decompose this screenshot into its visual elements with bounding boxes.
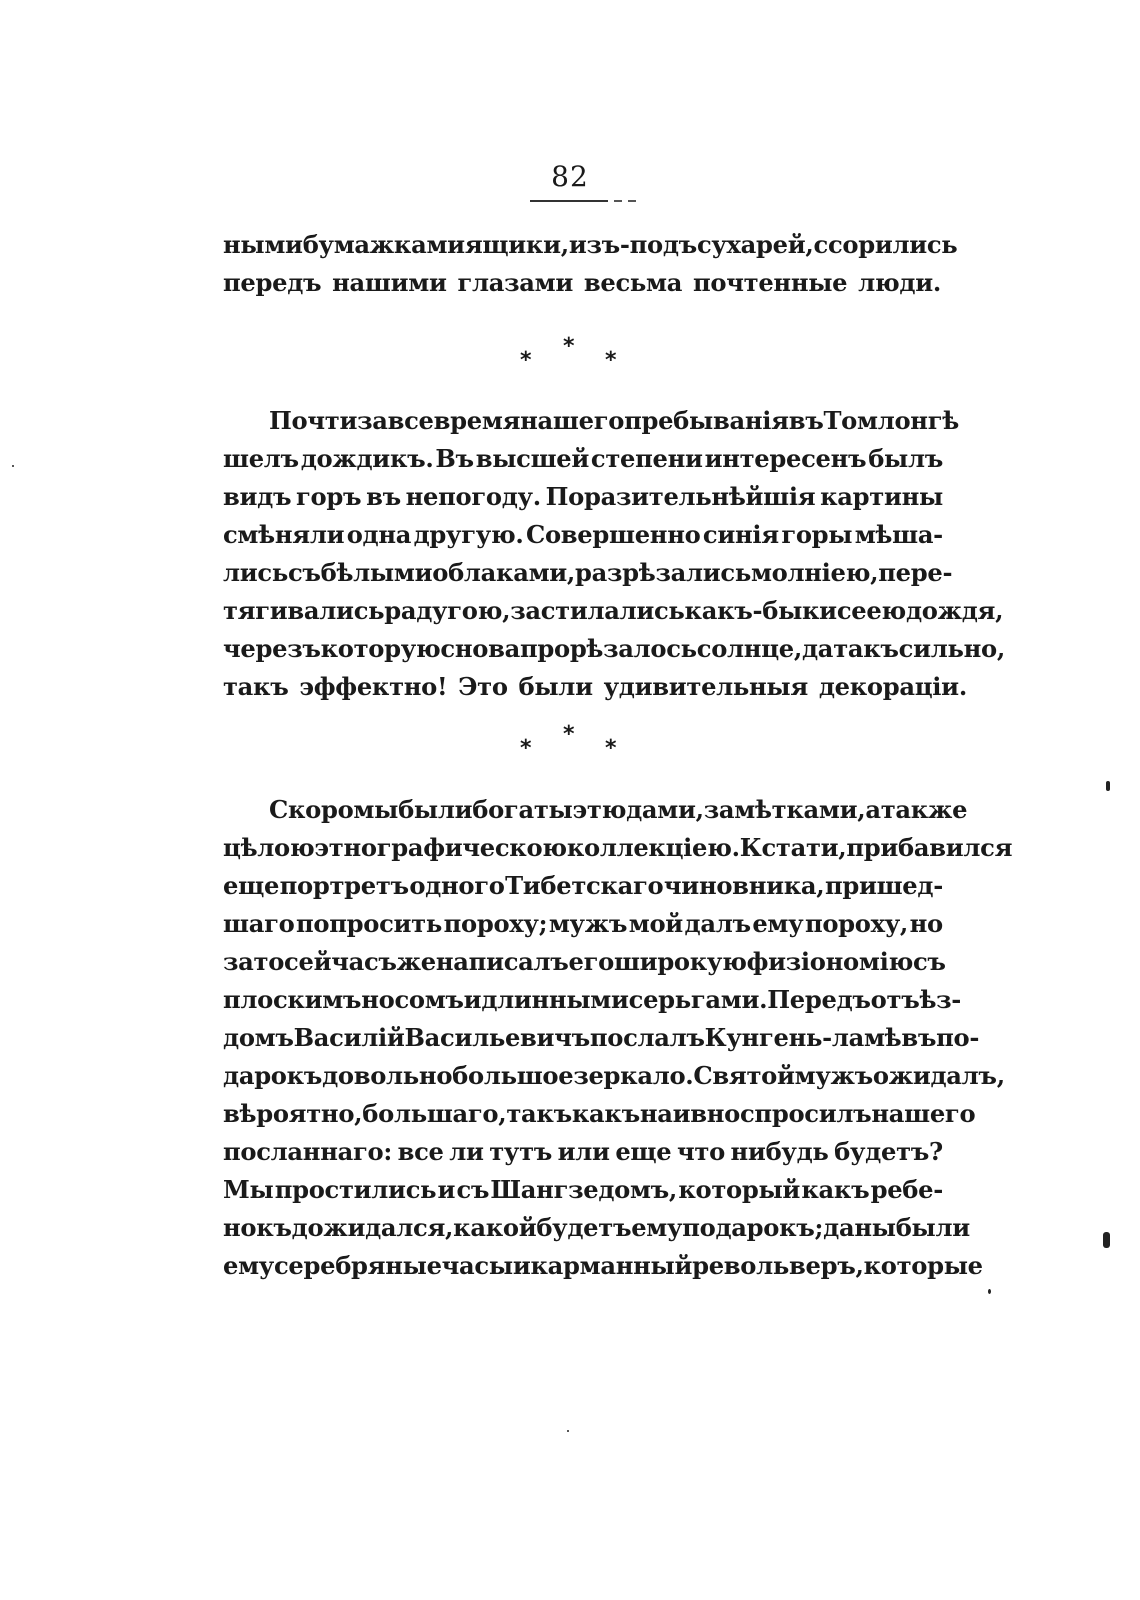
word: да: [801, 634, 834, 663]
word: отъѣз-: [870, 985, 962, 1014]
word: прорѣзалось: [519, 634, 697, 663]
word: пороху,: [804, 909, 909, 938]
word: Въ: [435, 444, 474, 473]
word: мужъ: [548, 909, 628, 938]
asterism-star: *: [520, 348, 532, 373]
paragraph-2: [223, 402, 1005, 706]
word: послалъ: [589, 1023, 705, 1052]
word: посланнаго:: [223, 1137, 392, 1166]
word: еще: [615, 1137, 672, 1166]
word: какъ-бы: [684, 596, 803, 625]
text-line: [223, 867, 943, 905]
word: Томлонгѣ: [823, 406, 959, 435]
text-line: [223, 668, 967, 706]
word: застилались: [510, 596, 685, 625]
word: были: [398, 795, 473, 824]
word: носомъ: [361, 985, 464, 1014]
word: нашими: [332, 268, 447, 297]
word: спросилъ: [740, 1099, 872, 1128]
word: Скоро: [269, 795, 354, 824]
asterism-star: *: [563, 722, 575, 747]
text-line: [223, 981, 962, 1019]
word: люди.: [858, 268, 941, 297]
word: написалъ: [435, 947, 569, 976]
word: какой: [453, 1213, 537, 1242]
word: горы: [781, 520, 853, 549]
word: Василій: [293, 1023, 405, 1052]
text-line: [223, 1057, 1005, 1095]
word: большое: [452, 1061, 574, 1090]
word: и: [463, 985, 482, 1014]
word: передъ: [223, 268, 322, 297]
text-line: [223, 791, 968, 829]
text-line: [223, 905, 943, 943]
word: которые: [863, 1251, 983, 1280]
word: которую: [320, 634, 441, 663]
word: облаками,: [432, 558, 576, 587]
word: все: [387, 406, 434, 435]
word: даны: [823, 1213, 896, 1242]
word: вѣроятно,: [223, 1099, 363, 1128]
word: нибудь: [730, 1137, 829, 1166]
word: степени: [590, 444, 703, 473]
word: въ: [366, 482, 401, 511]
word: длинными: [481, 985, 629, 1014]
word: такъ: [223, 672, 289, 701]
word: Мы: [223, 1175, 274, 1204]
text-line: [223, 440, 943, 478]
word: кисеею: [802, 596, 906, 625]
word: все: [397, 1137, 444, 1166]
text-line: [223, 1019, 980, 1057]
word: пороху;: [443, 909, 548, 938]
word: мужъ: [794, 1061, 873, 1090]
word: нашего: [520, 406, 625, 435]
word: почтенные: [693, 268, 848, 297]
text-line: [223, 264, 943, 302]
word: съ: [287, 558, 321, 587]
word: шелъ: [223, 444, 299, 473]
scan-speck: [12, 465, 14, 467]
word: же: [396, 947, 436, 976]
word: Тибетскаго: [505, 871, 664, 900]
word: нашего: [871, 1099, 976, 1128]
word: который: [678, 1175, 801, 1204]
asterism-2: [0, 724, 1140, 764]
word: такъ: [833, 634, 899, 663]
word: декораціи.: [818, 672, 967, 701]
word: непогоду.: [405, 482, 541, 511]
text-line: [223, 402, 959, 440]
word: дождя,: [905, 596, 1004, 625]
word: ящики,: [464, 230, 569, 259]
word: бумажками: [302, 230, 465, 259]
word: дождикъ.: [300, 444, 434, 473]
word: замѣтками,: [703, 795, 866, 824]
word: но: [909, 909, 943, 938]
word: будетъ?: [834, 1137, 943, 1166]
text-line: [223, 516, 943, 554]
word: или: [557, 1137, 610, 1166]
word: также: [880, 795, 968, 824]
word: горъ: [296, 482, 362, 511]
word: чиновника,: [663, 871, 825, 900]
word: разрѣзались: [575, 558, 751, 587]
word: по-: [936, 1023, 980, 1052]
word: другую.: [413, 520, 524, 549]
word: Передъ: [767, 985, 871, 1014]
word: сильно,: [898, 634, 1005, 663]
scan-speck: [988, 1289, 991, 1294]
word: часы: [441, 1251, 513, 1280]
text-line: [223, 1209, 970, 1247]
word: плоскимъ: [223, 985, 362, 1014]
word: удивительныя: [603, 672, 808, 701]
page-number: 82: [551, 160, 589, 193]
word: изъ-подъ: [568, 230, 697, 259]
word: такъ: [506, 1099, 572, 1128]
word: этюдами,: [572, 795, 704, 824]
word: интересенъ: [704, 444, 867, 473]
word: то: [253, 947, 285, 976]
word: тягивались: [223, 596, 385, 625]
word: коллекціею.: [566, 833, 740, 862]
word: тутъ: [489, 1137, 553, 1166]
text-line: [223, 592, 1004, 630]
text-line: [223, 1095, 976, 1133]
word: Шангзедомъ,: [490, 1175, 678, 1204]
word: широкую: [613, 947, 747, 976]
word: съ: [456, 1175, 490, 1204]
word: картины: [820, 482, 943, 511]
word: мы: [353, 795, 399, 824]
word: довольно: [322, 1061, 453, 1090]
header-rule: [530, 200, 608, 202]
word: пребыванія: [624, 406, 789, 435]
word: и: [437, 1175, 456, 1204]
word: были: [895, 1213, 970, 1242]
word: ссорились: [813, 230, 958, 259]
text-line: [223, 554, 953, 592]
word: лись: [223, 558, 288, 587]
word: солнце,: [696, 634, 802, 663]
word: ребе-: [870, 1175, 943, 1204]
word: мѣша-: [854, 520, 943, 549]
word: цѣлою: [223, 833, 315, 862]
word: сейчасъ: [284, 947, 397, 976]
word: ему: [752, 909, 804, 938]
word: Поразительнѣйшія: [545, 482, 816, 511]
word: нокъ: [223, 1213, 292, 1242]
word: какъ: [801, 1175, 870, 1204]
word: время: [433, 406, 521, 435]
word: сухарей,: [696, 230, 814, 259]
word: одного: [409, 871, 505, 900]
text-line: [223, 478, 943, 516]
word: былъ: [868, 444, 943, 473]
word: простились: [274, 1175, 437, 1204]
word: мой: [628, 909, 683, 938]
asterism-star: *: [520, 736, 532, 761]
word: въ: [788, 406, 824, 435]
word: а: [865, 795, 881, 824]
word: Почти: [269, 406, 358, 435]
word: какъ: [571, 1099, 640, 1128]
word: попросить: [296, 909, 442, 938]
asterism-1: [0, 336, 1140, 376]
word: Кунгень-ламѣ: [704, 1023, 902, 1052]
word: наивно: [639, 1099, 740, 1128]
word: портретъ: [279, 871, 409, 900]
word: за: [357, 406, 388, 435]
word: снова: [440, 634, 520, 663]
word: были: [518, 672, 593, 701]
word: ожидалъ,: [872, 1061, 1005, 1090]
text-line: [223, 630, 1005, 668]
asterism-star: *: [605, 348, 617, 373]
word: далъ: [684, 909, 751, 938]
word: будетъ: [536, 1213, 632, 1242]
word: Васильевичъ: [404, 1023, 590, 1052]
word: высшей: [475, 444, 590, 473]
text-line: [223, 829, 1013, 867]
word: Святой: [693, 1061, 795, 1090]
word: дарокъ: [223, 1061, 323, 1090]
word: Это: [458, 672, 508, 701]
word: еще: [223, 871, 280, 900]
scan-speck: [1106, 781, 1110, 791]
word: съ: [912, 947, 946, 976]
text-line: [223, 943, 946, 981]
word: зеркало.: [573, 1061, 694, 1090]
word: шаго: [223, 909, 295, 938]
word: пере-: [878, 558, 953, 587]
word: прибавился: [846, 833, 1013, 862]
word: ли: [449, 1137, 484, 1166]
word: эффектно!: [299, 672, 448, 701]
word: въ: [901, 1023, 937, 1052]
word: серебряные: [273, 1251, 442, 1280]
word: физіономію: [746, 947, 913, 976]
word: синія: [702, 520, 779, 549]
header-rule-dash: [614, 200, 622, 202]
word: револьверъ,: [692, 1251, 864, 1280]
word: молніею,: [750, 558, 879, 587]
header-rule-dash: [628, 200, 636, 202]
word: богаты: [472, 795, 573, 824]
word: весьма: [583, 268, 683, 297]
asterism-star: *: [605, 736, 617, 761]
word: этнографическою: [314, 833, 567, 862]
word: радугою,: [384, 596, 511, 625]
word: бѣлыми: [320, 558, 433, 587]
paragraph-3: [223, 791, 1013, 1285]
text-line: [223, 1133, 943, 1171]
word: дожидался,: [291, 1213, 454, 1242]
text-line: [223, 226, 958, 264]
scan-speck: [1103, 1232, 1110, 1248]
word: большаго,: [362, 1099, 507, 1128]
word: видъ: [223, 482, 292, 511]
word: Совершенно: [526, 520, 701, 549]
word: Кстати,: [739, 833, 847, 862]
word: и: [512, 1251, 531, 1280]
word: ему: [631, 1213, 683, 1242]
word: домъ: [223, 1023, 294, 1052]
scan-speck: [567, 1430, 569, 1432]
paragraph-1: [223, 226, 958, 302]
asterism-star: *: [563, 334, 575, 359]
word: карманный: [530, 1251, 693, 1280]
word: серьгами.: [628, 985, 768, 1014]
word: его: [568, 947, 614, 976]
word: за: [223, 947, 254, 976]
word: ными: [223, 230, 303, 259]
word: черезъ: [223, 634, 321, 663]
word: одна: [346, 520, 412, 549]
word: подарокъ;: [682, 1213, 824, 1242]
text-line: [223, 1171, 943, 1209]
word: ему: [223, 1251, 274, 1280]
word: пришед-: [824, 871, 943, 900]
word: что: [676, 1137, 725, 1166]
word: смѣняли: [223, 520, 345, 549]
word: глазами: [457, 268, 574, 297]
text-line: [223, 1247, 983, 1285]
